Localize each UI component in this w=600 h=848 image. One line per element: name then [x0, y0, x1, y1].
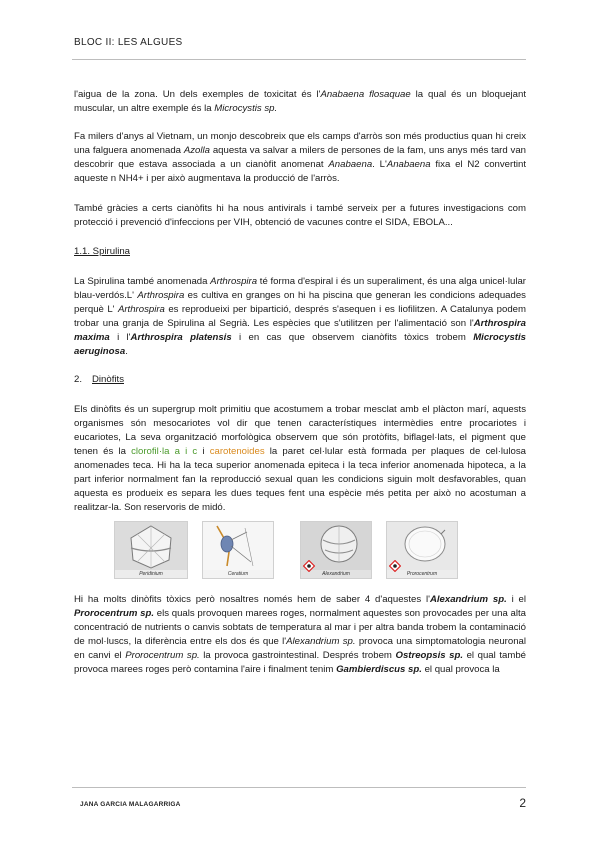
species-name: Anabaena — [328, 159, 373, 170]
text-run: es reprodueixi per bipartició, després s'asequen i es liofilitzen. A Catalunya podem trobar una granja de Spirulina al Segrià. Les espècies que s'utilitzen per l'alimentació son l' — [74, 304, 527, 329]
species-name-bold: Arthrospira maxima — [74, 318, 526, 343]
pigment-chlorophyll: clorofil·la a i c — [131, 446, 198, 457]
species-name-bold: Microcystis aeruginosa — [74, 332, 526, 357]
figure-prorocentrum — [386, 521, 458, 579]
text-run: . — [125, 346, 128, 357]
page-number: 2 — [519, 796, 526, 810]
paragraph-antivirals — [74, 202, 526, 230]
paragraph-spirulina — [74, 275, 526, 359]
text-run: l'aigua de la zona. Un dels exemples de toxicitat és l' — [74, 89, 321, 100]
species-name: Arthrospira — [137, 290, 185, 301]
text-run: es cultiva en granges on hi ha piscina que generan les condicions adequades perquè L' — [74, 290, 526, 315]
section-heading-dinofits — [74, 373, 526, 387]
species-name: Anabaena flosaquae — [320, 89, 411, 100]
figure-caption: Prorocentrum — [406, 571, 438, 577]
page-content — [74, 88, 526, 677]
species-name: Microcystis sp. — [214, 103, 278, 114]
paragraph-toxic-dinofits — [74, 593, 526, 677]
figure-caption: Peridinium — [139, 571, 163, 577]
paragraph-toxicity — [74, 88, 526, 116]
section-heading-spirulina: 1.1. Spirulina — [74, 246, 130, 257]
figure-alexandrium — [300, 521, 372, 579]
text-run: el qual provoca la — [421, 664, 500, 675]
footer-author: JANA GARCIA MALAGARRIGA — [80, 801, 181, 808]
species-name: Arthrospira — [117, 304, 165, 315]
figure-ceratium — [202, 521, 274, 579]
species-name: Prorocentrum sp. — [125, 650, 200, 661]
text-run: els quals provoquen marees roges, normalment aquestes son provocades per una alta concentració de nutrients o canvis sobtats de temperatura al mar i per altra banda trobem la contaminació de mol·luscs, la diferència entre els dos és que l' — [74, 608, 526, 647]
text-run: i — [197, 446, 210, 457]
text-run: i l' — [109, 332, 131, 343]
figure-caption: Alexandrium — [322, 571, 350, 577]
text-run: La Spirulina també anomenada — [74, 276, 211, 287]
species-name-bold: Ostreopsis sp. — [395, 650, 464, 661]
text-run: i en cas que observem cianòfits tòxics trobem — [231, 332, 474, 343]
paragraph-dinofits — [74, 403, 526, 515]
text-run: la provoca gastrointestinal. Després trobem — [199, 650, 396, 661]
text-run: provoca una simptomatologia neuronal en canvi el — [74, 636, 526, 661]
figure-peridinium — [114, 521, 188, 579]
page-header-title: BLOC II: LES ALGUES — [74, 37, 183, 48]
text-run: Hi ha molts dinòfits tòxics però nosaltres només hem de saber 4 d'aquestes l' — [74, 594, 430, 605]
text-run: També gràcies a certs cianòfits hi ha nous antivirals i també serveix per a futures investigacions com protecció i prevenció d'infeccions per VIH, obtenció de vacunes contre el SIDA, EBOLA... — [74, 203, 526, 228]
species-name-bold: Gambierdiscus sp. — [336, 664, 422, 675]
text-run: la paret cel·lular està formada per plaques de cel·lulosa anomenades teca. Hi ha la teca superior anomenada epiteca i la teca inferior anomenada hipoteca, a la part inferior normalment fan la reproducció sexual quan les condicions siguin molt desfavorables, quan aquesta es produeix es separa les dues teques fent una espècie més petita per això no acostuman a realitzar-la. Son reservoris de midó. — [74, 446, 526, 513]
text-run: i el — [506, 594, 526, 605]
figure-caption: Ceratium — [227, 571, 249, 577]
pigment-carotenoids: carotenoides — [209, 446, 265, 457]
header-divider — [72, 59, 526, 60]
species-name-bold: Prorocentrum sp. — [74, 608, 155, 619]
text-run: . L' — [372, 159, 387, 170]
ceratium-image — [203, 522, 273, 570]
species-name: Azolla — [183, 145, 210, 156]
section-number: 2. — [74, 374, 83, 385]
paragraph-vietnam — [74, 130, 526, 186]
figure-row — [74, 521, 526, 585]
text-run: la qual és un bloquejant muscular, un altre exemple és la — [74, 89, 526, 114]
species-name: Anabaena — [386, 159, 431, 170]
text-run: aquesta va salvar a milers de persones de la fam, uns anys més tard van descobrir que estava associada a un cianòfit anomenat — [74, 145, 526, 170]
text-run: fixa el N2 convertint aqueste n NH4+ i per això augmentava la producció de l'arròs. — [74, 159, 526, 184]
species-name-bold: Alexandrium sp. — [429, 594, 507, 605]
species-name: Arthrospira — [210, 276, 258, 287]
text-run: Fa milers d'anys al Vietnam, un monjo descobreix que els camps d'arròs son més productius quan hi creix una falguera anomenada — [74, 131, 526, 156]
peridinium-image — [115, 522, 187, 570]
section-title: Dinòfits — [92, 374, 124, 385]
species-name: Alexandrium sp. — [286, 636, 356, 647]
species-name-bold: Arthrospira platensis — [130, 332, 232, 343]
text-run: el qual també provoca marees roges però contamina l'aire i finalment tenim — [74, 650, 526, 675]
text-run: té forma d'espiral i és un superaliment, és una alga unicel·lular blau-verdós.L' — [74, 276, 526, 301]
footer-divider — [72, 787, 526, 788]
text-run: Els dinòfits és un supergrup molt primitiu que acostumem a trobar mesclat amb el plàcton marí, aquests organismes són mesocariotes vol dir que tenen característiques intermèdies entre procariotes i eucariotes, La seva organització morfològica observem que són protòfits, biflagel·lats, el pigment que tenen és la — [74, 404, 526, 457]
